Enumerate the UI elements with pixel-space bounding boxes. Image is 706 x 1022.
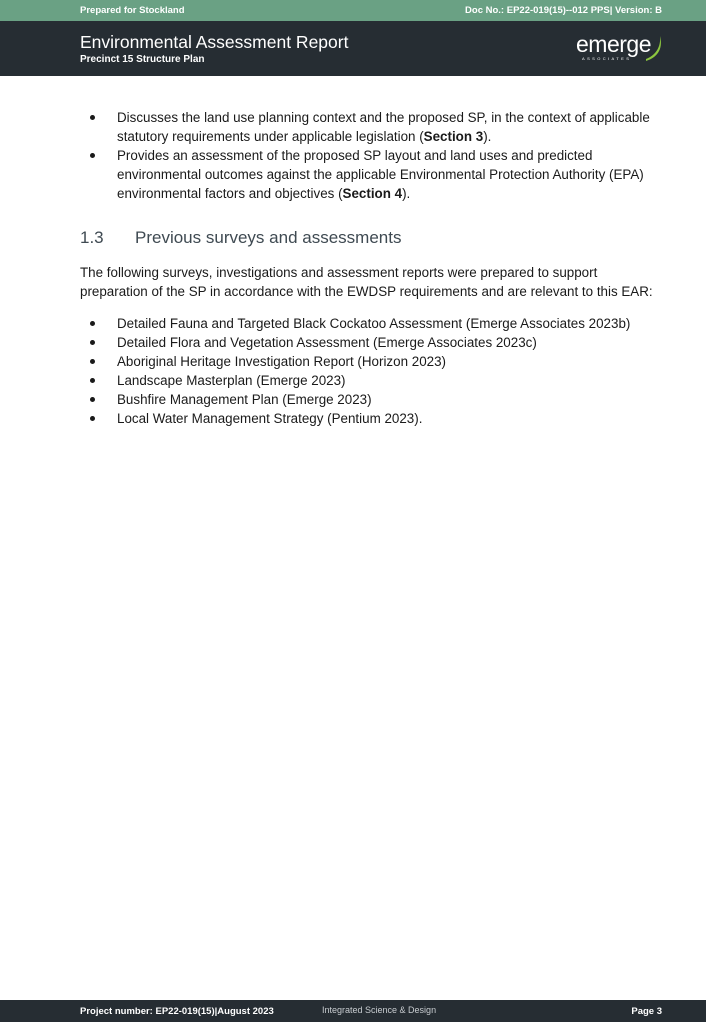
page-footer	[0, 1000, 706, 1022]
report-list-item: Local Water Management Strategy (Pentium 2023).	[80, 409, 665, 428]
section-reference: Section 4	[342, 186, 403, 201]
page-number: Page 3	[631, 1006, 662, 1017]
intro-bullets-section	[80, 108, 665, 203]
emerge-logo	[574, 33, 666, 63]
report-list-item: Landscape Masterplan (Emerge 2023)	[80, 371, 665, 390]
intro-bullet-list	[80, 108, 665, 203]
bullet-text-end: ).	[402, 186, 411, 201]
document-number: Doc No.: EP22-019(15)--012 PPS| Version: B	[465, 5, 662, 16]
report-subtitle: Precinct 15 Structure Plan	[80, 54, 205, 65]
top-banner	[0, 0, 706, 21]
project-number: Project number: EP22-019(15)|August 2023	[80, 1006, 274, 1017]
report-list-item: Aboriginal Heritage Investigation Report (Horizon 2023)	[80, 352, 665, 371]
logo-tagline: ASSOCIATES	[582, 56, 632, 61]
section-title: Previous surveys and assessments	[135, 228, 402, 247]
intro-bullet-item	[80, 108, 665, 146]
prepared-for-label: Prepared for Stockland	[80, 5, 185, 16]
report-list-item: Detailed Fauna and Targeted Black Cockatoo Assessment (Emerge Associates 2023b)	[80, 314, 665, 333]
logo-swoosh-icon	[630, 33, 664, 63]
reports-section	[80, 314, 665, 428]
reports-bullet-list	[80, 314, 665, 428]
logo-wordmark: emerge	[576, 31, 651, 57]
section-reference: Section 3	[423, 129, 484, 144]
section-number: 1.3	[80, 228, 104, 247]
report-list-item: Bushfire Management Plan (Emerge 2023)	[80, 390, 665, 409]
footer-tagline: Integrated Science & Design	[322, 1005, 437, 1015]
intro-bullet-item	[80, 146, 665, 203]
bullet-text: Discusses the land use planning context and the proposed SP, in the context of applicable statutory requirements under applicable legislation (	[117, 110, 650, 144]
section-heading	[80, 228, 401, 248]
body-paragraph: The following surveys, investigations and assessment reports were prepared to support preparation of the SP in accordance with the EWDSP requirements and are relevant to this EAR:	[80, 265, 653, 299]
bullet-text-end: ).	[483, 129, 492, 144]
report-header	[0, 21, 706, 76]
report-list-item: Detailed Flora and Vegetation Assessment (Emerge Associates 2023c)	[80, 333, 665, 352]
report-title: Environmental Assessment Report	[80, 32, 349, 52]
bullet-text: Provides an assessment of the proposed SP layout and land uses and predicted environmental outcomes against the applicable Environmental Protection Authority (EPA) environmental factors and objectives (	[117, 148, 644, 201]
